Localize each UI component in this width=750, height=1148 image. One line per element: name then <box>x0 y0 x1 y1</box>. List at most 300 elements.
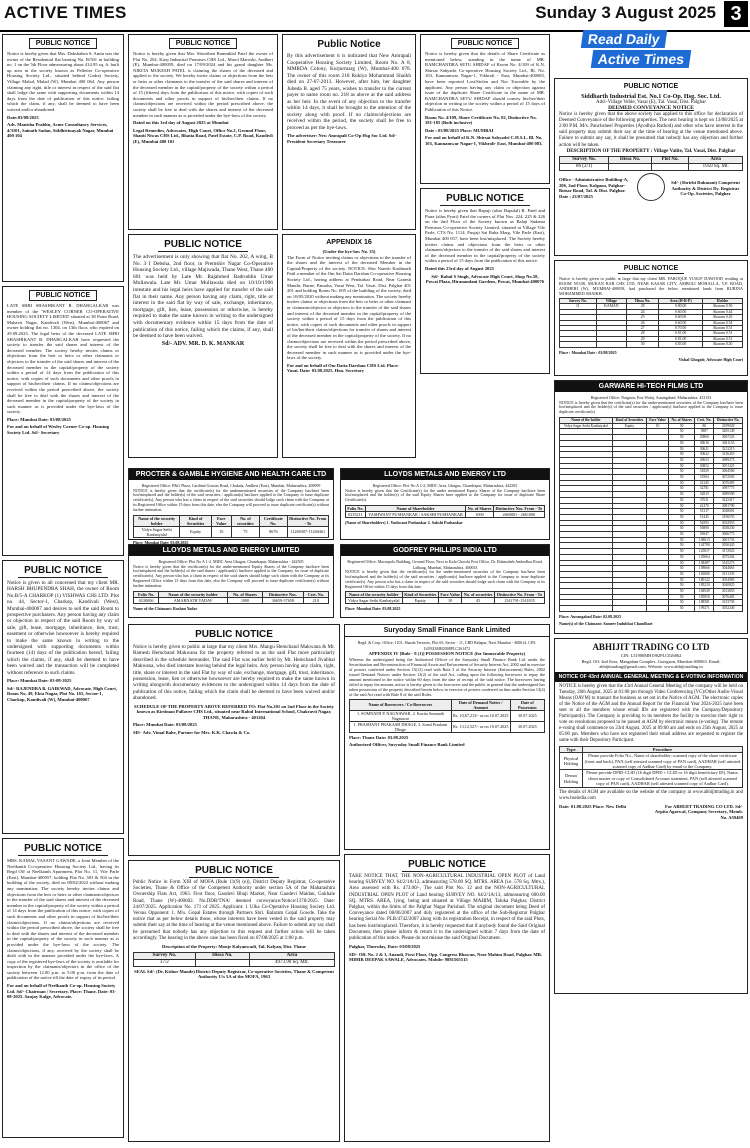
notice-date: Place: Mumbai Date: 03-08-2025 <box>7 678 72 684</box>
table-cell: Rs. 10,67,215/- as on 10.07.2025 <box>451 710 510 721</box>
table-cell: 158666 <box>695 566 714 572</box>
table-cell: 108613 <box>695 537 714 543</box>
table-cell: 50 <box>669 554 695 560</box>
column-header: Name of Borrowers / Co-Borrowers <box>350 699 452 710</box>
table-cell: 32781 <box>695 486 714 492</box>
notice-body: Notice is given to all concerned that my client MR. HARSH BHUPENDRA SHAH, the owner of Room No.B/5-A CHARKOP (1) VISHWAS CHS LTD. Plot no. 44, Sector-1, Charkop, Kandivali (West), Mumbai-400067 and desires to sell the said Room to prospective purchasers. Any person having any claim or objection in respect of the said Room by way of sale, gift, lease, mortgage, inheritance, lien, trust, easement or otherwise howsoever is hereby required to make the same known in writing to the undersigned with supporting documents within fourteen (14) days of the publication hereof, failing which the claims, if any, shall be deemed to have been waived and the transaction will be completed without reference to such claims. <box>7 580 119 676</box>
table-cell: 185850 <box>695 594 714 600</box>
property-description: DESCRIPTION OF THE PROPERTY : Village Vaiite, Tal. Vasai, Dist. Palghar <box>566 148 736 154</box>
company-address: Regd. Off: 2nd floor, Mangalam Complex, Goregaon, Mumbai-400063. Email: abhijittrading@gmail.com. Website: www.abhijittrading.in <box>581 658 721 670</box>
table-cell: 188581 <box>695 600 714 606</box>
column-3 <box>282 34 416 464</box>
table-cell <box>195 959 249 966</box>
survey-table <box>559 156 743 171</box>
table-cell: Akaram 0.51 <box>702 326 742 331</box>
company-name: PROCTER & GAMBLE HYGIENE AND HEALTH CARE LTD <box>129 469 333 480</box>
column-header: Distinctive Nos. <box>263 591 303 597</box>
table-row <box>560 606 743 612</box>
table-header-row <box>134 952 335 959</box>
column-header: Name of the security holder <box>346 592 403 598</box>
table-cell: 124780 <box>695 543 714 549</box>
column-header: Cert. No. <box>695 417 714 423</box>
email-registration-table <box>559 746 743 788</box>
table-header-row <box>350 699 545 710</box>
table-header-row <box>346 592 545 598</box>
table-cell: 3052240 <box>714 606 743 612</box>
table-cell: 24 <box>627 309 659 314</box>
table-cell: 30 <box>627 342 659 347</box>
public-notice-mankar <box>128 234 278 458</box>
table-cell: 56947 <box>695 532 714 538</box>
company-name: GARWARE HI-TECH FILMS LTD <box>555 381 747 392</box>
table-cell: 3044665 <box>714 566 743 572</box>
table-cell: 75 <box>231 526 259 537</box>
notice-signatory: For and on behalf of Wesley Corner Co-op. Housing Society Ltd. Sd/- Secretary <box>7 424 109 436</box>
table-cell: 50 <box>669 600 695 606</box>
table-cell: 11260387-11260461 <box>287 526 328 537</box>
share-details: Room No. 4/109, Share Certificate No. 02, Distinctive No. 181-185 (Both inclusive) <box>425 114 537 126</box>
notice-heading: PUBLIC NOTICE <box>18 564 108 578</box>
table-cell: 28 <box>627 331 659 336</box>
table-cell: 32145 <box>695 480 714 486</box>
table-header-row <box>560 157 743 164</box>
column-header: No. of securities <box>231 515 259 526</box>
table-cell <box>596 342 626 347</box>
logo-line-1: Read Daily <box>581 30 667 48</box>
table-cell: 36659-37658 <box>263 597 303 603</box>
property-schedule: SCHEDULE OF THE PROPERTY ABOVE REFERRED TO: Flat No.201 on 2nd Floor in the Society known as Kirtiman Pallavee CHS Ltd., situated near Rahul International School, Chakravti Nagar, THANE, Maharashtra - 401204 <box>134 703 334 720</box>
table-cell: Akaram 0.50 <box>702 304 742 309</box>
notice-heading: PUBLIC NOTICE <box>29 38 97 49</box>
table-row <box>346 598 545 604</box>
table-cell: 37/2 <box>134 959 196 966</box>
notice-signatory: For and on behalf of Om Datta Darshan CHS Ltd. Place: Vasai. Date: 03.08.2025. Hon. Secretary <box>287 362 399 374</box>
society-name: Siddharth Industrial Est. No.1 Co-Op. Hsg. Soc. Ltd. <box>581 93 721 100</box>
table-cell: 30621 <box>695 446 714 452</box>
abhijit-trading-agm-notice <box>554 638 748 994</box>
table-cell: 50 <box>669 594 695 600</box>
securities-table <box>133 515 329 538</box>
notice-heading: PUBLIC NOTICE <box>623 83 679 90</box>
column-1 <box>2 34 124 1146</box>
table-row <box>134 526 329 537</box>
table-cell: 0.80.00 <box>659 304 703 309</box>
table-cell: 0.81.00 <box>659 336 703 341</box>
column-header: No. of securities <box>462 592 495 598</box>
notice-signatory: Sd/- RAJENDRA B. GAIKWAD, Advocate, High Court, Room No. 49, Ekta Nagar, Plot No. 165, Sector-1, Charkop, Kandivali (W), Mumbai-400067 <box>7 685 118 702</box>
table-cell: 50 <box>669 560 695 566</box>
table-cell: 50 <box>669 571 695 577</box>
society-address: Add:-Village Vehle, Vasai (E), Tal. Vasai, Dist. Palghar <box>595 100 707 106</box>
table-cell: 3089500 <box>714 492 743 498</box>
column-header: Distinctive No. From - To <box>494 592 544 598</box>
table-cell: 50 <box>669 469 695 475</box>
table-cell: 0.60.00 <box>659 320 703 325</box>
pg-hygiene-notice <box>128 468 334 545</box>
table-cell: 50 <box>669 475 695 481</box>
notice-body: The advertisement is only showing that flat No. 202, A wing, B No. 3 I Debsha, 2nd floor, in Premshiv Nagar Co-Operative Housing Society Ltd., village Majiwada, Thane West, Thane 400 601 was held by Late Mr. Rajahmed Badruddin Umar Mullawala. Late Mr. Umar Mullawala died on 10/10/1996 intestate and his legal heirs have applied for transfer of the said flat in their name. Any person having any claim, right, title or interest in the said flat by way of sale, exchange, inheritance, mortgage, gift, lien, lease, possession or otherwise, is hereby required to make the same known in writing to the undersigned with documentary evidence within 15 days from the date of publication of this notice, failing which the claims, if any, shall be deemed to have been waived. <box>133 254 273 340</box>
table-cell: 50 <box>669 463 695 469</box>
table-row <box>134 597 329 603</box>
column-header: Holder <box>702 299 742 304</box>
table-cell: 50 <box>669 452 695 458</box>
notice-type: APPENDIX IV [Rule - 8 (1)] POSSESSION NOTICE (for Immovable Property) <box>368 651 526 657</box>
table-cell: 183210 <box>695 583 714 589</box>
notice-signatory: Name(s) of the Claimant: Sameer Indubhai Chaudhari <box>559 621 653 627</box>
public-notice-balaji <box>420 188 550 374</box>
column-header: No. of Shares <box>228 591 263 597</box>
table-cell: 29 <box>627 336 659 341</box>
notice-body: Notice is hereby given that Mrs. Shwetben Ramniklal Patel the owner of Flat No. 202, Kiraj Industrial Premises CHS Ltd., Marol Maroshi, Andheri (E), Mumbai-400059, died on 17/09/2024 and his grand daughter Ms. NIKITA MUKESH PATEL is claiming the shares of the deceased and applied to the society. We hereby invite claims or objections from the heir or heirs or other claimants to the transfer of the said shares and interest of the deceased member in the capital/property of the society within a period of 15 (fifteen) days from the publication of this notice, with copies of such documents and other proofs in support of his/her/their claims. If no claims/objections are received within the period prescribed above, the society shall be free to deal with the shares and interest of the deceased member in such manner as is provided under the bye-laws of the society. <box>133 51 273 118</box>
table-cell: 3136455 <box>714 452 743 458</box>
official-seal <box>637 173 665 201</box>
securities-table <box>559 417 743 612</box>
table-cell <box>560 606 613 612</box>
table-cell: Akaram 0.45 <box>702 315 742 320</box>
table-cell: 4973.90 Sq. Mtr. <box>249 959 334 966</box>
table-cell: 3145273 <box>714 560 743 566</box>
table-cell <box>651 164 688 171</box>
table-cell: Physical Holding <box>560 753 583 770</box>
table-cell: 37611 <box>695 497 714 503</box>
table-cell: 0.70.00 <box>659 326 703 331</box>
column-header: Cert. No. <box>303 591 328 597</box>
notice-date: Place: Aurangabad Date: 02.08.2025 <box>559 613 622 619</box>
table-cell: 50 <box>669 520 695 526</box>
notice-body: TAKE NOTICE THAT, THE NON-AGRICULTURAL INDUSTRIAL OPEN PLOT of Land bearing SURVEY NO. 64/2/1A/12, admeasuring 578.00 SQ. MTRS. AREA (i.e. 578 Sq. Mtrs.), Area assessed with Rs. 473.00/-, The said Plot No. 12 and the NON-AGRICULTURAL INDUSTRIAL OPEN PLOT of Land bearing SURVEY NO. 64/2/1A/13, admeasuring 600.00 SQ. MTRS. AREA, lying, being and situated at Village MAHIM, Taluka Palghar, District Palghar, within the limits of the Palghar Nagar Parishad. The original document being Deed of Conveyance dated 08/06/2007 and duly registered at the office of the Sub-Registrar Palghar bearing Serial No. PLR/4742/2007 along with its registration Receipt, in respect of the said Plots, has been lost/misplaced. Therefore, it is hereby requested that if anybody found the Said Original Document, then please inform & return it to the undersigned within 7 days from the date of publication of this notice. Please do not misuse the said Original Document. <box>349 874 545 942</box>
table-cell: 3213215 <box>714 446 743 452</box>
company-address: Registered Office: Macropolo Building, Ground Floor, Next to Kala Chowki Post Office, Dr. Babasaheb Ambedkar Road, Lalbaug, Mumbai, Maharashtra, 400033 <box>347 559 543 570</box>
table-cell: 1. PRASHANT PRAKASH DHAGE, 2. Sonal Prashant Dhage <box>350 721 452 732</box>
lower-right-band <box>344 624 550 1144</box>
table-cell: 10 <box>211 526 231 537</box>
table-cell: Please provide DPID-CLID (16 digit DPID + CLID or 16 digit beneficiary ID), Name, client master or copy of Consolidated Account statement, PAN (self attested scanned copy of PAN card), AADHAR (self attested scanned copy of Aadhar Card). <box>582 770 742 787</box>
table-cell: 30633 <box>695 457 714 463</box>
column-header: No. of Shares <box>467 505 492 511</box>
logo-line-2: Active Times <box>591 50 692 68</box>
table-cell: 50 <box>669 497 695 503</box>
table-cell: 1000 <box>228 597 263 603</box>
mofa-public-notice <box>128 860 340 1142</box>
table-cell: 41470 <box>695 503 714 509</box>
column-header: Hissa No. <box>195 952 249 959</box>
column-header: Hissa No. <box>627 299 659 304</box>
table-cell: 199271 <box>695 606 714 612</box>
notice-heading: PUBLIC NOTICE <box>189 628 279 642</box>
notice-date: Palghar, Thursday, Date: 03/08/2025 <box>349 944 421 950</box>
table-cell: 50 <box>669 503 695 509</box>
notice-signatory: Sd/- ADV. MR. D. K. MANKAR <box>161 340 245 347</box>
company-address: Registered Office: Plot No A 1-2, MIDC Area, Ghugus, Chandrapur, Maharashtra, 442505 <box>372 483 518 488</box>
notice-body: NOTICE is hereby given that the certificate(s) for the under-mentioned securities of the Company has/have been lost/misplaced and the holder(s) of the said securities / applicant(s) has/have applied to the Company to issue duplicate certificate(s). <box>559 399 743 415</box>
company-address: Registered Office: P&G Plaza, Cardinal Gracias Road, Chakala, Andheri (East), Mumbai, Maharashtra, 400099 <box>141 483 321 488</box>
notice-signatory: Authorized Officer, Suryoday Small Finance Bank Limited <box>349 742 465 748</box>
table-cell: 3131335 <box>714 571 743 577</box>
table-cell: 50 <box>669 435 695 441</box>
table-cell: 56880 <box>695 526 714 532</box>
table-cell: Vidya Sagar Sethi Kanhaiyalal <box>560 423 613 429</box>
property-description: Description of the Property: Mouje Kalyanwadi, Tal. Kalyan, Dist. Thane <box>162 944 306 950</box>
table-row <box>560 753 743 770</box>
agm-notice-title: NOTICE OF 43rd ANNUAL GENERAL MEETING & E-VOTING INFORMATION <box>555 672 747 682</box>
column-header: Kind of Securities <box>612 417 646 423</box>
table-cell: 1000 <box>466 511 494 517</box>
table-cell: 1541791-1541835 <box>494 598 544 604</box>
table-cell: 3076405 <box>714 594 743 600</box>
table-cell <box>609 164 652 171</box>
notice-body: Public Notice in Form XIII of MOFA (Rule 11(9) (e)), District Deputy Registrar, Co-operative Societies, Thane & Office of the Competent Authority under section 5A of the Maharashtra Ownership Flats Act, 1963. First floor, Gaodevi Bhaji Market, Near Gaodevi Maidan, Gokhale Road, Thane (W)-400602. No.DDR/TNA/ deemed conveyance/Notice/1378/2025. Date: 24/07/2025. Application No. 171 of 2025. Applicant: 1 Ulka Co-Operative Housing Society Ltd. Versus Opponent: 1. M/s. Gopal Estates through Partners Shri. Balaram Gopal Gowde. Take the notice that as per below details those, whose interests have been vested in the said property may submit their say at the time of hearing at the venue mentioned above. Failure to submit any say shall be presumed that nobody has any objection to this request and further action will be taken accordingly. The hearing in the above case has been fixed on 07/08/2025 at 1:00 p.m. <box>133 880 335 941</box>
table-cell: 3040825 <box>714 583 743 589</box>
table-cell: 26 <box>627 320 659 325</box>
table-cell: 3153705 <box>714 600 743 606</box>
securities-table <box>345 591 545 604</box>
table-cell: 30852 <box>695 463 714 469</box>
column-header: Kind of Securities <box>402 592 438 598</box>
table-cell: Equity <box>402 598 438 604</box>
notice-signatory: The advertiser: New Amrapali Co-Op Hsg Soc Ltd. Sd/- President Secretary Treasurer <box>287 133 397 144</box>
notice-body: Notice is hereby given to public at large that my client Mrs. Mangu Hemchand Makwana & Mr. Ramesh Hemchand Makwana for the property referred to as the said Flat more particularly described in the schedule hereunder. The said Flat was earlier held by Mr. Hemchand Jivabhai Makwana, who died intestate leaving behind the legal heirs. Any person having any claim, right, title, share or interest in the said Flat by way of sale, exchange, mortgage, gift, trust, inheritance, possession, lease, lien or otherwise howsoever are hereby required to make the same known in writing alongwith documentary evidences to the undersigned within 14 days from the date of publication of this notice, failing which the claim shall be deemed to have been waived and/or abandoned. <box>133 644 335 702</box>
notice-body: NOTICE is hereby given that the certificate(s) for the undermentioned securities of the Company has/have been lost/misplaced and the holder(s) of the said securities / applicant(s) has/have applied to the Company to issue duplicate certificate(s). Any person who has a claim in respect of the said securities should lodge such claim with the Company at its Registered Office within 15 days from this date, else the Company will proceed to issue duplicate certificate(s) without further intimation. <box>133 487 329 512</box>
column-header: Type <box>560 746 583 752</box>
notice-body: Whereas the undersigned being the Authorised Officer of the Suryoday Small Finance Bank Ltd. under the Securitisation and Reconstruction of Financial Assets and Enforcement of Security Interest Act, 2002 and in exercise of powers conferred under Section 13(12) read with Rule 3 of the Security Interest (Enforcement) Rules, 2002 issued Demand Notices under Section 13(2) of the said Act, calling upon the following borrowers to repay the amount mentioned in the notice within 60 days from the date of receipt of the said notice. The borrowers having failed to repay the amount, notice is hereby given to the borrowers and the public in general that the undersigned has taken possession of the property described herein below in exercise of powers conferred on him under Section 13(4) of the said Act read with Rule 8 of the said Rules. <box>349 656 545 697</box>
public-notice-dawood <box>554 260 748 376</box>
column-5 <box>554 30 748 1146</box>
masthead <box>0 0 750 32</box>
column-header: No. of Shares <box>669 417 695 423</box>
table-cell: 45 <box>462 598 495 604</box>
table-cell: Equity <box>180 526 211 537</box>
table-cell: 138487 <box>695 560 714 566</box>
table-cell: 3172923 <box>714 549 743 555</box>
table-cell: Rs. 13,12,527/- as on 10.07.2025 <box>451 721 510 732</box>
table-cell: 125817 <box>695 549 714 555</box>
table-cell: 3067235 <box>714 435 743 441</box>
table-cell: 3038230 <box>714 526 743 532</box>
column-header: Date of Possession <box>510 699 544 710</box>
notice-heading: PUBLIC NOTICE <box>189 864 279 878</box>
table-row <box>134 959 335 966</box>
garware-notice <box>554 380 748 634</box>
notice-date: Place: Mumbai Date: 03.08.2025 <box>345 606 401 612</box>
table-cell: 3041135 <box>714 440 743 446</box>
table-cell: 50 <box>669 492 695 498</box>
table-cell: 3054985 <box>714 577 743 583</box>
table-cell: 50 <box>669 457 695 463</box>
table-cell: 3075202 <box>714 554 743 560</box>
notice-signatory: Legal Remedies, Advocates, High Court, Office No.2, Ground Floor, Shanti Niwas CHS Ltd., Bhatia Road, Patel Estate, C.P. Road, Kandivli (E), Mumbai 400 101 <box>133 127 273 144</box>
table-cell: 0.81.00 <box>659 331 703 336</box>
table-cell: 3196555 <box>714 514 743 520</box>
column-2 <box>128 34 278 464</box>
notice-date: Place : Mumbai Date : 03/08/2025 <box>559 349 617 355</box>
table-cell: 51317 <box>695 509 714 515</box>
table-cell: Akaram 0.44 <box>702 309 742 314</box>
table-cell <box>612 606 646 612</box>
godfrey-notice <box>340 544 550 618</box>
table-cell: 1. SOMNATH P. NAGNAWAR, 2. Kavita Somnath Nagnawar <box>350 710 452 721</box>
table-cell: 50 <box>669 589 695 595</box>
notice-body: Notice is hereby given that Bapuji (alias Bapulal) R. Patel and Piara (alias Pyari) Patel the owners of Flat Nos. 224, 225 & 226 on the 2nd Floor of the Society known as Balaji Sudama Premises Co-operative Society Limited, situated at Village Vile Parle, CTS No. 1114, Pusjaji Sai Baba Marg, Vile Parle (East), Mumbai 400 057, have been lost/misplaced. The Society hereby invites claims and objections from the heirs or other claimants/objectors to the transfer of the said shares and interest of the deceased member in the capital/property of the society within a period of 15 days from the publication of this notice. <box>425 208 545 264</box>
column-header: Date of Demand Notice / Amount <box>451 699 510 710</box>
table-cell: Demat Holding <box>560 770 583 787</box>
table-cell: 3199029 <box>714 423 743 429</box>
table-cell: 28 <box>627 304 659 309</box>
table-cell: 50 <box>669 549 695 555</box>
column-header: Plot No. <box>651 157 688 164</box>
shares-table <box>345 505 545 518</box>
company-name: LLOYDS METALS AND ENERGY LIMITED <box>129 545 333 556</box>
notice-heading: PUBLIC NOTICE <box>169 38 237 49</box>
public-notice-patel <box>128 34 278 230</box>
table-cell: 0235211 <box>346 511 366 517</box>
public-notice-shah <box>2 560 124 834</box>
survey-table <box>133 952 335 967</box>
table-cell: Akaram 0.54 <box>702 320 742 325</box>
table-cell <box>647 606 669 612</box>
table-cell: 86 (2/1) <box>560 164 609 171</box>
notice-signatory: (Name of Shareholders) 1. Yashwant Pushankar 2. Sakshi Pushankar <box>345 519 463 525</box>
bank-name: Suryoday Small Finance Bank Limited <box>345 625 549 637</box>
table-cell: 30616 <box>695 440 714 446</box>
table-row <box>560 770 743 787</box>
notice-date: Date:03/08/2025 <box>7 114 39 120</box>
notice-signatory: SD/- Off. No. 2 & 3, Anandi, First Floor, Opp. Congress Bhawan, Near Mahim Road, Palghar. MR. MIHIR DEEPAK SAWALE, Advocates. Mobile: 9881565515 <box>349 951 543 963</box>
notice-heading: PUBLIC NOTICE <box>18 842 108 856</box>
table-cell: Akaram 0.51 <box>702 336 742 341</box>
notice-heading: PUBLIC NOTICE <box>29 290 97 301</box>
column-header: Face Value <box>440 592 460 598</box>
public-notice-gawade <box>2 838 124 1138</box>
table-cell: 50 <box>669 423 695 429</box>
notice-signatory: For ABHIJIT TRADING CO LTD. Sd/- Arpita Agarwal, Company Secretary, Memb. No. A59469 <box>654 803 743 820</box>
column-header: Name of the holder <box>560 417 613 423</box>
table-cell: 180122 <box>695 577 714 583</box>
table-cell: 3066775 <box>714 532 743 538</box>
table-cell: 50 <box>669 583 695 589</box>
notice-signatory: Name of the Claimant: Roshan Yadav <box>133 605 198 611</box>
company-address: Registered Office: Naigaon, Post Waluj, Aurangabad, Maharashtra, 431133 <box>590 395 712 400</box>
table-row <box>346 511 545 517</box>
lower-left-band <box>128 624 340 1144</box>
table-cell: 3051325 <box>714 463 743 469</box>
table-row <box>350 721 545 732</box>
table-cell: 3064560 <box>714 469 743 475</box>
table-cell: 0230006 <box>134 597 159 603</box>
issue-date: Sunday 3 August 2025 <box>535 3 716 22</box>
table-cell: 50 <box>669 429 695 435</box>
company-name: GODFREY PHILLIPS INDIA LTD <box>341 545 549 556</box>
table-cell: 3050445 <box>714 543 743 549</box>
column-header: Face Value <box>211 515 231 526</box>
column-header: Folio No. <box>134 591 159 597</box>
company-name: LLOYDS METALS AND ENERGY LTD <box>341 469 549 480</box>
column-header: Name of Shareholder <box>365 505 465 511</box>
website-note: The details of AGM are available on the website of the company at www.abhijittrading.in and www.bseindia.com <box>559 789 743 801</box>
table-cell: AMARNATH YADAV <box>159 597 228 603</box>
table-cell: 50 <box>669 532 695 538</box>
table-cell: 50 <box>669 606 695 612</box>
notice-signatory: Vishal Ghogale, Advocate High Court <box>678 357 743 363</box>
table-cell: 80 <box>695 423 714 429</box>
notice-date: Place: Mumbai Date: 03/08/2025 <box>7 416 71 422</box>
notice-heading: PUBLIC NOTICE <box>451 38 519 49</box>
public-notice-amrapali <box>282 34 416 230</box>
table-cell: Akaram 0.20 <box>702 342 742 347</box>
notice-date: Place: Mumbai Date: 03/08/2025 <box>133 722 197 728</box>
notice-body: NOTICE is hereby given that the certificate(s) for the under-mentioned securities of the Company has/have been lost/misplaced and the holder(s) of the said securities / applicant(s) has/have applied to the Company to issue duplicate certificate(s). Any person who has a claim in respect of the said securities should lodge such claim with the Company at its Registered Office within 15 days from this date. <box>345 569 545 589</box>
table-row <box>560 164 743 171</box>
notice-body: By this advertisement it is indicated that New Amrapali Cooperative Housing Society Limited, Room No. A 8, MMRDA Colony, Kurjurmarg (W), Mumbai-400 078. The owner of this room 218 Rukiya Mohammad Shaikh died on 27-07-2013. However, after him, her daughter Jubeda B. aged 75 years, wishes to transfer to the current payer to name room no. 218 as above at the said address as her heir. In the event of any objection to the transfer within 14 days, it shall be brought to the attention of the society along with proof. If no claims/objections are received within the period, the society shall be free to proceed as per the bye-laws. <box>287 53 411 131</box>
table-cell: 1950 Sq. Mt. <box>689 164 743 171</box>
table-header-row <box>134 515 329 526</box>
company-address: Registered Office: Plot No A 1-2, MIDC Area Ghugus, Chandrapur, Maharashtra - 442505 <box>158 559 304 564</box>
notice-heading: Public Notice <box>317 39 381 50</box>
notice-heading: PUBLIC NOTICE <box>440 192 530 206</box>
column-header: Survey No. <box>560 157 609 164</box>
table-cell: 0.60.00 <box>659 309 703 314</box>
table-cell: 3001735 <box>714 537 743 543</box>
table-cell: 10 <box>439 598 462 604</box>
notice-body: The Form of Notice inviting claims or objections to the transfer of the shares and the interest of the deceased Member in the Capital/Property of the society. NOTICE: Shri Naresh Kashinath Patil a member of the Om Sai Datta Darshan Co-operative Housing Society Ltd., having address at Pendurkar Road, Near Ganesh Mandir, Barne, Pamoha, Vasai West, Tal. Vasai, Dist. Palghar 401 201 and holding Room No. 005 of the building of the society, died on 10/05/2020 without making any nomination. The society hereby invites claims or objections from the heir or heirs or other claimant or claimants/objector or objectors to the transfer of the said shares and interest of the deceased member in the capital/property of the society within a period of 15 days from the publication of this notice, with copies of such documents and other proofs in support of his/her/their claims/objections for transfer of shares and interest of the deceased member in the capital/property of the society. If no claims/objections are received within the period prescribed above, the society shall be free to deal with the shares and interest of the deceased member in such manner as is provided under the bye-laws of the society. <box>287 254 411 361</box>
table-cell: 50 <box>669 577 695 583</box>
table-cell: 3205149 <box>714 429 743 435</box>
table-cell: 50 <box>669 543 695 549</box>
page-number: 3 <box>724 1 748 27</box>
table-cell: 3070495 <box>714 480 743 486</box>
column-header: Distinctive Nos. From - To <box>493 505 544 511</box>
table-cell: 50 <box>669 440 695 446</box>
table-cell: 32815 <box>695 492 714 498</box>
table-cell: 20860 <box>695 435 714 441</box>
table-cell: Please provide Folio No., Name of shareholder, scanned copy of the share certificate (front and back), PAN (self attested scanned copy of PAN card), AADHAR (self attested scanned copy of Aadhar Card) by email to the Company. <box>582 753 742 770</box>
table-cell: Vidya Sagar Sethi Kanhaiyalal <box>134 526 180 537</box>
column-header: Area <box>689 157 743 164</box>
table-cell: Vidya Sagar Sethi Kanhaiyalal <box>346 598 403 604</box>
office-address: Office - Administrative Building-A, 206, 2nd Floor, Kolgaon, Palghar-Boisar Road, Tal. & Dist. Palghar. Date : 23/07/2025 <box>559 177 629 199</box>
column-header: Procedure <box>582 746 742 752</box>
notice-body: LATE SHRI SHASHIKANT R. DHARGALKAR was member of the 'WESLEY CORNER CO-OPERATIVE HOUSING SOCIETY LIMITED' situated at 38 Point Road, Mahavir Nagar, Kandivali (West), Mumbai-400067 and owner holding flat no. 1304, on 13th floor, who expired on 29.09.2023. The legal heirs of the deceased LATE SHRI SHASHIKANT R. DHARGALKAR have requested the society to transfer the said shares and interest of the deceased member. The society hereby invites claims or objections from the heir or heirs or other claimants or objectors to the transfer of the said shares and interest of the deceased member in the capital/property of the society within a period of 14 days from the publication of this notice, with copies of such documents and other proofs in support of his/her/their claims. If no claims/objections are received within the period prescribed above, the society shall be free to deal with the shares and interest of the deceased member in the capital/property of the society in such manner as is provided under the bye-laws of the society. <box>7 303 119 415</box>
share-notices-band <box>128 468 550 618</box>
lloyds-notice-2 <box>340 468 550 540</box>
bank-address: Regd. & Corp. Office: 1101, Sharda Terraces, Plot 65, Sector - 11, CBD Belapur, Navi Mumbai - 400614. CIN: L65923MH2008PLC261472 <box>357 640 537 651</box>
notice-body: Notice is hereby given that the details of Share Certificate as mentioned below, standing in the name of MR. RAMCHANDRA SETU SHIDAF of Room No. 4/109 of K.N. Shirsat Sahyadri Co-operative Housing Society Ltd., Bl. No. 103, Kannamwar Nagar-1, Vikhroli - East, Mumbai-400083, have been reported Lost/Stolen and Not Traceable by the applicant. Any person having any claim or objection against issue of the duplicate Share Certificate in the name of MR. RAMCHANDRA SETU SHIDAF should convey his/her/their objection in writing to the society within a period of 15 days of Publication of this Notice. <box>425 51 545 112</box>
table-cell: 3089275 <box>714 457 743 463</box>
table-cell: 10 <box>647 423 669 429</box>
notice-body: MRS. KAMAL VASANT GAWADE, a Joint Member of the Neelkanth Co-operative Housing Society Ltd., having its Regd Off at Neelkanth Apartment, Plot No. 11, Vile Parle (East), Mumbai-400057, holding Flat No. 503 & 504 in the building of the society, died on 08/02/2022 without making any nomination. The society hereby invites claims and objections from the heir or heirs or other claimants/objectors to the transfer of the said shares and interest of the deceased member in the capital/property of the society within a period of 14 days from the publication of this notice, with copies of such documents and other proofs in support of his/her/their claims/objections. If no claims/objections are received within the period prescribed above, the society shall be free to deal with the shares and interest of the deceased member in the capital/property of the society in such manner as is provided under the bye-laws of the society. The claims/objections, if any, received by the society shall be dealt with in the manner provided under the bye-laws. A copy of the registered bye-laws of the society is available for inspection by the claimants/objectors in the office of the society between 12.00 p.m. to 5.00 p.m. from the date of publication of the notice till the date of expiry of its period. <box>7 858 119 981</box>
table-cell: 25 <box>627 315 659 320</box>
table-cell: 50 <box>669 509 695 515</box>
table-cell: 50 <box>669 537 695 543</box>
table-row <box>350 710 545 721</box>
column-header: Distinctive No. From - To <box>287 515 328 526</box>
notice-body: Notice is hereby given to public at large that my client MR. FAROQUE YUSUF DAWOOD residing at ROOM NO.08, MUKAN BAR CHS LTD, NEAR KASAR CITY, AMBOLI MOHALLA, V.P. ROAD, ANDHERI (W), MUMBAI-400058, had purchased the below mentioned lands from RUBINA MOHAMMED SHAIKH. <box>559 276 743 296</box>
public-notice-makwana <box>128 624 340 856</box>
table-cell: 129064 <box>695 554 714 560</box>
table-cell: 5887 <box>695 429 714 435</box>
table-cell: Akaram 0.51 <box>702 331 742 336</box>
table-cell: 50 <box>669 446 695 452</box>
land-table <box>559 298 743 348</box>
notice-body: Notice is hereby given that the above society has applied to this office for declaration of Deemed Conveyance of the following properties. The next hearing is kept on 13/08/2025 at 2:00 P.M. M/s. Panchsheel Properties (Ayodhya Rathod) and other who have interest in the said property may submit their say at the time of hearing at the venue mentioned above. Failure to submit any say, it shall be presumed that nobody has any objection and further action will be taken. <box>559 111 743 148</box>
table-row <box>560 342 743 347</box>
public-notice-amin <box>2 34 124 282</box>
notice-body: Notice is hereby given that the certificate(s) for the under-mentioned Equity Shares of the Company has/have been lost/misplaced and the holder(s) of the said shares / applicant(s) has/have applied to the Company for issue of duplicate certificate(s). Any person who has a claim in respect of the said shares should lodge such claim with the Company at its Registered Office within 15 days from this date, else the Company will proceed to issue duplicate certificate(s) without further intimation. <box>133 563 329 588</box>
notice-heading: PUBLIC NOTICE <box>158 238 248 252</box>
table-cell <box>560 342 597 347</box>
company-name: ABHIJIT TRADING CO LTD <box>592 642 710 652</box>
notice-signatory: SD/- Adv. Vimal Bahe, Partner for Mrs. K.K. Chawla & Co. <box>133 730 251 736</box>
table-cell: 8676 <box>260 526 287 537</box>
